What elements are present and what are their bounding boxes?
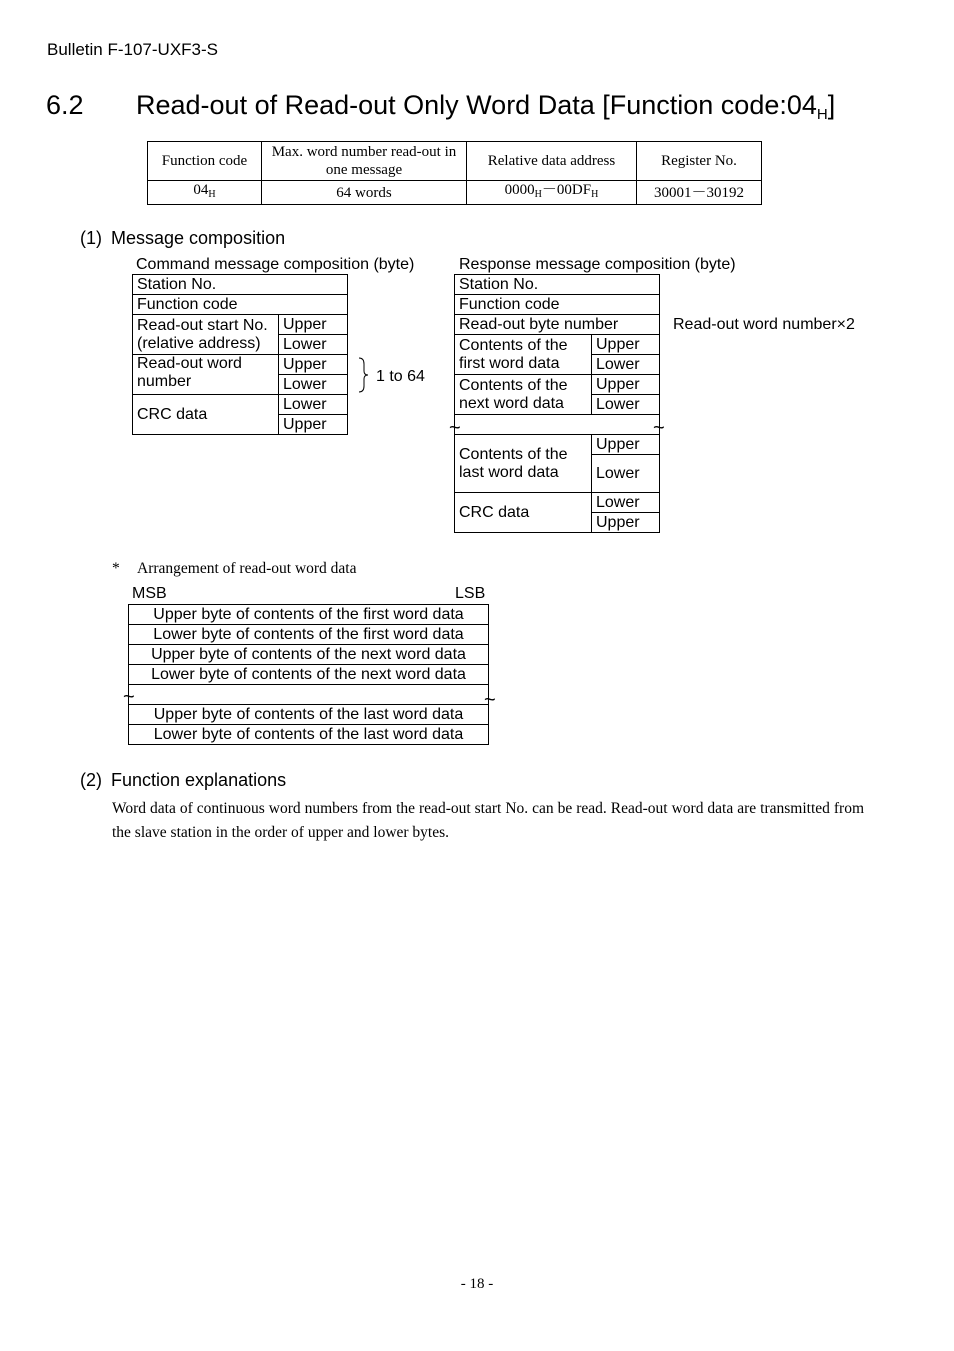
arr-tilde-right: ~: [484, 689, 496, 711]
table-header-row: [148, 142, 762, 181]
header-register-no: Register No.: [637, 142, 762, 181]
page-number: - 18 -: [460, 1276, 494, 1292]
resp-next-upper: Upper: [592, 375, 660, 395]
cmd-start-upper: Upper: [279, 315, 348, 335]
cell-register-no: 30001－30192: [637, 181, 762, 205]
lsb-label: LSB: [455, 585, 486, 602]
range-note: 1 to 64: [376, 368, 425, 385]
command-message-table: [132, 274, 348, 435]
section-number: 6.2: [46, 90, 84, 120]
cmd-crc-data: CRC data: [133, 395, 279, 435]
resp-function-code: Function code: [455, 295, 660, 315]
byte-number-note: Read-out word number×2: [673, 316, 855, 333]
arrangement-row: Lower byte of contents of the first word data: [129, 625, 489, 645]
arrangement-row: Upper byte of contents of the first word data: [129, 605, 489, 625]
resp-gap-row: [455, 415, 660, 435]
cmd-word-number: Read-out word number: [133, 355, 279, 395]
cmd-word-upper: Upper: [279, 355, 348, 375]
arrangement-table: [128, 604, 489, 745]
asterisk: *: [112, 560, 120, 577]
arrangement-title: Arrangement of read-out word data: [137, 560, 357, 577]
cmd-word-lower: Lower: [279, 375, 348, 395]
header-max-words: Max. word number read-out in one message: [262, 142, 467, 181]
table-row: [148, 181, 762, 205]
function-spec-table: [147, 141, 762, 205]
cell-max-words: 64 words: [262, 181, 467, 205]
cmd-crc-upper: Upper: [279, 415, 348, 435]
resp-last-lower: Lower: [592, 455, 660, 493]
section-heading: [46, 90, 835, 123]
arrangement-row: Lower byte of contents of the last word data: [129, 725, 489, 745]
resp-crc-lower: Lower: [592, 493, 660, 513]
response-caption: Response message composition (byte): [459, 256, 736, 273]
section-title: Read-out of Read-out Only Word Data [Function code:04: [136, 90, 817, 120]
resp-last-upper: Upper: [592, 435, 660, 455]
range-brace: [356, 357, 370, 393]
resp-first-word: Contents of the first word data: [455, 335, 592, 375]
arrangement-row: Lower byte of contents of the next word data: [129, 665, 489, 685]
resp-first-lower: Lower: [592, 355, 660, 375]
cell-relative-address: $0000_H-00DF_H$: [467, 181, 637, 205]
cmd-start-lower: Lower: [279, 335, 348, 355]
resp-station-no: Station No.: [455, 275, 660, 295]
command-caption: Command message composition (byte): [136, 256, 415, 273]
resp-crc-upper: Upper: [592, 513, 660, 533]
msb-label: MSB: [132, 585, 167, 602]
bulletin-number: Bulletin F-107-UXF3-S: [47, 40, 219, 59]
arrangement-gap-row: [129, 685, 489, 705]
header-relative-address: Relative data address: [467, 142, 637, 181]
resp-first-upper: Upper: [592, 335, 660, 355]
cmd-crc-lower: Lower: [279, 395, 348, 415]
section-title-end: ]: [827, 90, 836, 120]
function-explanations-heading: (2) Function explanations: [80, 770, 287, 790]
resp-tilde-left: ~: [449, 417, 461, 439]
header-function-code: Function code: [148, 142, 262, 181]
resp-last-word: Contents of the last word data: [455, 435, 592, 493]
arrangement-row: Upper byte of contents of the next word data: [129, 645, 489, 665]
arr-tilde-left: ~: [123, 686, 135, 708]
message-composition-heading: (1) Message composition: [80, 228, 286, 248]
response-message-table: [454, 274, 660, 533]
resp-crc-data: CRC data: [455, 493, 592, 533]
cmd-start-no: Read-out start No. (relative address): [133, 315, 279, 355]
cmd-function-code: Function code: [133, 295, 348, 315]
resp-next-lower: Lower: [592, 395, 660, 415]
cmd-station-no: Station No.: [133, 275, 348, 295]
section-title-subscript: H: [816, 106, 828, 123]
arrangement-row: Upper byte of contents of the last word data: [129, 705, 489, 725]
arrangement-note: [112, 560, 357, 578]
resp-tilde-right: ~: [653, 417, 665, 439]
resp-byte-number: Read-out byte number: [455, 315, 660, 335]
resp-next-word: Contents of the next word data: [455, 375, 592, 415]
cell-function-code: $04_H$: [148, 181, 262, 205]
function-explanation-text: Word data of continuous word numbers from the read-out start No. can be read. Read-out word data are transmitted from the slave station in the order of upper and lower bytes.: [112, 800, 864, 841]
